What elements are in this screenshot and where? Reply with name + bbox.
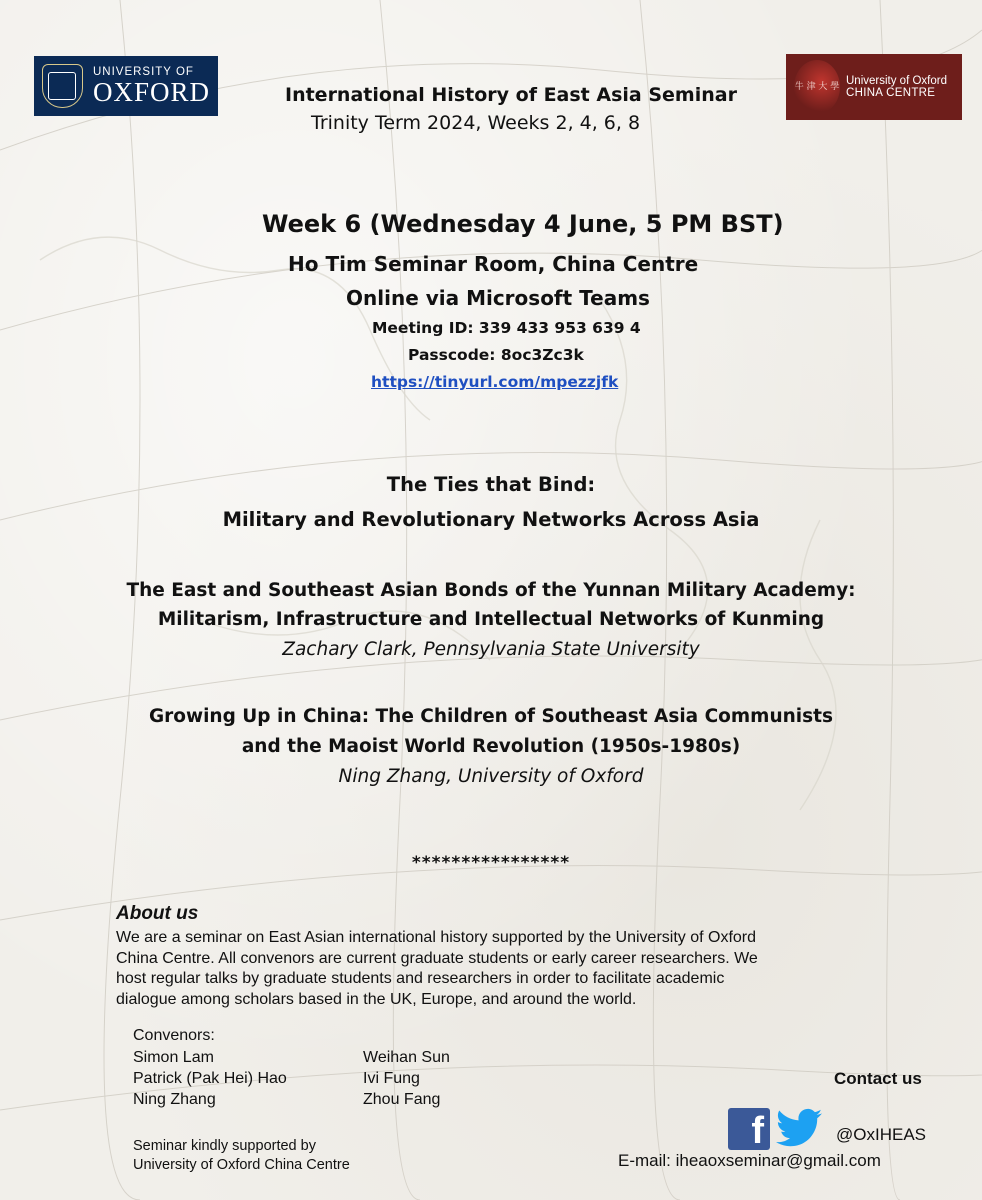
about-line: China Centre. All convenors are current graduate students or early career researchers. We: [116, 949, 758, 967]
convenor-name: Weihan Sun: [363, 1049, 450, 1066]
oxford-crest-icon: [42, 64, 83, 108]
facebook-icon[interactable]: f: [728, 1108, 770, 1150]
china-centre-logo-line2: CHINA CENTRE: [846, 87, 936, 99]
about-section: [116, 903, 936, 1010]
seminar-title: International History of East Asia Seminar: [285, 84, 737, 106]
china-centre-logo-line1: University of Oxford: [846, 75, 947, 87]
support-line1: Seminar kindly supported by: [133, 1138, 316, 1154]
panel-title-line2: Military and Revolutionary Networks Across Asia: [222, 508, 760, 531]
support-note: [133, 1137, 350, 1175]
talk1-speaker: Zachary Clark, Pennsylvania State University: [282, 639, 700, 660]
divider: ****************: [411, 853, 571, 873]
talk1-title-line2: Militarism, Infrastructure and Intellectual Networks of Kunming: [157, 609, 825, 630]
talk2-title-line2: and the Maoist World Revolution (1950s-1980s): [241, 736, 741, 757]
about-line: dialogue among scholars based in the UK, Europe, and around the world.: [116, 990, 637, 1008]
contact-heading: Contact us: [834, 1069, 922, 1088]
support-line2: University of Oxford China Centre: [133, 1157, 350, 1173]
convenors-label: Convenors:: [133, 1027, 215, 1044]
seminar-subtitle: Trinity Term 2024, Weeks 2, 4, 6, 8: [311, 112, 641, 134]
convenor-name: Zhou Fang: [363, 1091, 441, 1108]
event-week: Week 6 (Wednesday 4 June, 5 PM BST): [262, 210, 784, 238]
convenor-name: Simon Lam: [133, 1049, 214, 1066]
oxford-logo-line1: UNIVERSITY OF: [92, 66, 194, 78]
contact-email: E-mail: iheaoxseminar@gmail.com: [618, 1151, 881, 1170]
convenor-name: Ivi Fung: [363, 1070, 420, 1087]
about-heading: About us: [116, 903, 199, 924]
event-venue: Ho Tim Seminar Room, China Centre: [288, 252, 699, 276]
about-line: host regular talks by graduate students and researchers in order to facilitate academic: [116, 970, 725, 987]
china-centre-logo: [786, 54, 962, 120]
convenor-name: Ning Zhang: [133, 1091, 216, 1108]
about-text: [116, 928, 936, 1010]
convenor-name: Patrick (Pak Hei) Hao: [133, 1070, 287, 1087]
about-line: We are a seminar on East Asian international history supported by the University of Oxford: [116, 929, 757, 946]
convenors-col1: [133, 1047, 287, 1110]
talk2-title-line1: Growing Up in China: The Children of Southeast Asia Communists: [148, 706, 833, 727]
china-centre-emblem-icon: 牛 津 大 學: [794, 60, 840, 114]
oxford-logo: [34, 56, 218, 116]
panel-title-line1: The Ties that Bind:: [386, 473, 596, 496]
passcode: Passcode: 8oc3Zc3k: [408, 346, 584, 364]
twitter-icon[interactable]: [776, 1108, 822, 1148]
social-handle: @OxIHEAS: [836, 1125, 926, 1144]
talk2-speaker: Ning Zhang, University of Oxford: [338, 766, 644, 787]
event-online: Online via Microsoft Teams: [346, 286, 650, 310]
oxford-logo-line2: OXFORD: [92, 77, 210, 107]
meeting-link[interactable]: https://tinyurl.com/mpezzjfk: [371, 373, 619, 391]
convenors-col2: [363, 1047, 450, 1110]
talk1-title-line1: The East and Southeast Asian Bonds of the Yunnan Military Academy:: [126, 580, 856, 601]
meeting-id: Meeting ID: 339 433 953 639 4: [372, 319, 641, 337]
